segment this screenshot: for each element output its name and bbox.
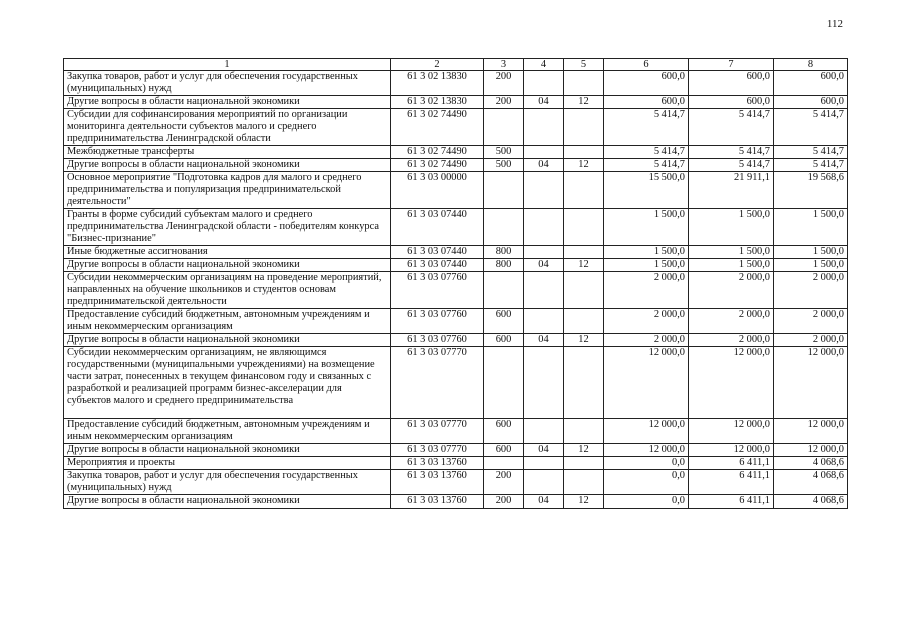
section-cell — [524, 146, 564, 159]
subsection-cell: 12 — [564, 259, 604, 272]
target-code-cell: 61 3 03 07440 — [391, 259, 484, 272]
section-cell — [524, 309, 564, 334]
target-code-cell: 61 3 03 07760 — [391, 309, 484, 334]
section-cell — [524, 172, 564, 209]
amount-col8-cell: 4 068,6 — [774, 457, 848, 470]
expense-type-cell: 800 — [484, 246, 524, 259]
row-name-cell: Закупка товаров, работ и услуг для обеспечения государственных (муниципальных) нужд — [64, 71, 391, 96]
amount-col7-cell: 5 414,7 — [689, 159, 774, 172]
target-code-cell: 61 3 03 07440 — [391, 246, 484, 259]
table-row — [64, 272, 848, 309]
row-name-cell: Межбюджетные трансферты — [64, 146, 391, 159]
row-name-cell: Другие вопросы в области национальной экономики — [64, 444, 391, 457]
expense-type-cell: 200 — [484, 470, 524, 495]
amount-col8-cell: 600,0 — [774, 71, 848, 96]
amount-col6-cell: 2 000,0 — [604, 334, 689, 347]
amount-col8-cell: 1 500,0 — [774, 259, 848, 272]
amount-col8-cell: 2 000,0 — [774, 272, 848, 309]
amount-col7-cell: 6 411,1 — [689, 470, 774, 495]
row-name-cell: Субсидии для софинансирования мероприятий по организации мониторинга деятельности субъектов малого и среднего предпринимательства Ленинградской области — [64, 109, 391, 146]
subsection-cell — [564, 146, 604, 159]
amount-col7-cell: 12 000,0 — [689, 444, 774, 457]
section-cell — [524, 109, 564, 146]
target-code-cell: 61 3 02 13830 — [391, 96, 484, 109]
amount-col8-cell: 5 414,7 — [774, 159, 848, 172]
table-row — [64, 347, 848, 419]
amount-col7-cell: 1 500,0 — [689, 259, 774, 272]
row-name-cell: Другие вопросы в области национальной экономики — [64, 259, 391, 272]
expense-type-cell: 200 — [484, 495, 524, 509]
subsection-cell — [564, 419, 604, 444]
subsection-cell — [564, 109, 604, 146]
amount-col8-cell: 1 500,0 — [774, 246, 848, 259]
table-row — [64, 71, 848, 96]
target-code-cell: 61 3 03 13760 — [391, 470, 484, 495]
subsection-cell — [564, 457, 604, 470]
subsection-cell: 12 — [564, 96, 604, 109]
amount-col8-cell: 2 000,0 — [774, 309, 848, 334]
amount-col6-cell: 0,0 — [604, 457, 689, 470]
amount-col6-cell: 5 414,7 — [604, 159, 689, 172]
section-cell: 04 — [524, 444, 564, 457]
target-code-cell: 61 3 03 13760 — [391, 457, 484, 470]
expense-type-cell: 500 — [484, 146, 524, 159]
subsection-cell — [564, 309, 604, 334]
amount-col8-cell: 12 000,0 — [774, 347, 848, 419]
subsection-cell — [564, 172, 604, 209]
amount-col6-cell: 2 000,0 — [604, 272, 689, 309]
expense-type-cell: 500 — [484, 159, 524, 172]
column-header: 7 — [689, 59, 774, 71]
subsection-cell — [564, 347, 604, 419]
row-name-cell: Другие вопросы в области национальной экономики — [64, 495, 391, 509]
amount-col8-cell: 600,0 — [774, 96, 848, 109]
column-header-row — [64, 59, 848, 71]
target-code-cell: 61 3 02 13830 — [391, 71, 484, 96]
row-name-cell: Предоставление субсидий бюджетным, автономным учреждениям и иным некоммерческим организациям — [64, 309, 391, 334]
expense-type-cell: 800 — [484, 259, 524, 272]
amount-col8-cell: 12 000,0 — [774, 444, 848, 457]
row-name-cell: Другие вопросы в области национальной экономики — [64, 334, 391, 347]
amount-col8-cell: 5 414,7 — [774, 109, 848, 146]
amount-col6-cell: 5 414,7 — [604, 146, 689, 159]
subsection-cell — [564, 209, 604, 246]
row-name-cell: Закупка товаров, работ и услуг для обеспечения государственных (муниципальных) нужд — [64, 470, 391, 495]
section-cell — [524, 209, 564, 246]
table-row — [64, 109, 848, 146]
expense-type-cell — [484, 272, 524, 309]
expense-type-cell — [484, 109, 524, 146]
expense-type-cell — [484, 457, 524, 470]
row-name-cell: Другие вопросы в области национальной экономики — [64, 159, 391, 172]
expense-type-cell: 600 — [484, 309, 524, 334]
table-row — [64, 457, 848, 470]
section-cell: 04 — [524, 334, 564, 347]
target-code-cell: 61 3 02 74490 — [391, 146, 484, 159]
expense-type-cell: 200 — [484, 96, 524, 109]
expense-type-cell: 600 — [484, 419, 524, 444]
target-code-cell: 61 3 02 74490 — [391, 159, 484, 172]
amount-col7-cell: 1 500,0 — [689, 209, 774, 246]
table-row — [64, 470, 848, 495]
amount-col7-cell: 5 414,7 — [689, 109, 774, 146]
section-cell: 04 — [524, 495, 564, 509]
amount-col6-cell: 12 000,0 — [604, 419, 689, 444]
amount-col6-cell: 1 500,0 — [604, 209, 689, 246]
target-code-cell: 61 3 03 07770 — [391, 444, 484, 457]
table-row — [64, 495, 848, 509]
subsection-cell: 12 — [564, 159, 604, 172]
section-cell: 04 — [524, 259, 564, 272]
target-code-cell: 61 3 02 74490 — [391, 109, 484, 146]
amount-col8-cell: 2 000,0 — [774, 334, 848, 347]
subsection-cell — [564, 470, 604, 495]
amount-col6-cell: 15 500,0 — [604, 172, 689, 209]
expense-type-cell — [484, 347, 524, 419]
row-name-cell: Субсидии некоммерческим организациям, не являющимся государственными (муниципальными учреждениями) на возмещение части затрат, понесенных в текущем финансовом году и связанных с разработкой и реализацией программ бизнес-акселерации для субъектов малого и среднего предпринимательства — [64, 347, 391, 419]
amount-col7-cell: 2 000,0 — [689, 309, 774, 334]
expense-type-cell — [484, 172, 524, 209]
target-code-cell: 61 3 03 07760 — [391, 334, 484, 347]
section-cell — [524, 347, 564, 419]
row-name-cell: Основное мероприятие "Подготовка кадров для малого и среднего предпринимательства и популяризация предпринимательской деятельности" — [64, 172, 391, 209]
row-name-cell: Мероприятия и проекты — [64, 457, 391, 470]
column-header: 5 — [564, 59, 604, 71]
amount-col7-cell: 5 414,7 — [689, 146, 774, 159]
table-row — [64, 419, 848, 444]
section-cell — [524, 71, 564, 96]
amount-col8-cell: 1 500,0 — [774, 209, 848, 246]
amount-col8-cell: 12 000,0 — [774, 419, 848, 444]
column-header: 8 — [774, 59, 848, 71]
subsection-cell: 12 — [564, 334, 604, 347]
subsection-cell: 12 — [564, 495, 604, 509]
expense-type-cell: 600 — [484, 444, 524, 457]
table-row — [64, 96, 848, 109]
table-row — [64, 246, 848, 259]
amount-col6-cell: 600,0 — [604, 71, 689, 96]
column-header: 3 — [484, 59, 524, 71]
target-code-cell: 61 3 03 00000 — [391, 172, 484, 209]
amount-col6-cell: 600,0 — [604, 96, 689, 109]
section-cell — [524, 470, 564, 495]
section-cell — [524, 272, 564, 309]
subsection-cell: 12 — [564, 444, 604, 457]
amount-col6-cell: 5 414,7 — [604, 109, 689, 146]
row-name-cell: Гранты в форме субсидий субъектам малого и среднего предпринимательства Ленинградской области - победителям конкурса "Бизнес-признание" — [64, 209, 391, 246]
table-row — [64, 159, 848, 172]
expense-type-cell: 200 — [484, 71, 524, 96]
section-cell — [524, 457, 564, 470]
table-row — [64, 259, 848, 272]
section-cell — [524, 246, 564, 259]
amount-col7-cell: 1 500,0 — [689, 246, 774, 259]
subsection-cell — [564, 246, 604, 259]
page-number: 112 — [826, 18, 843, 30]
amount-col7-cell: 6 411,1 — [689, 457, 774, 470]
table-row — [64, 146, 848, 159]
row-name-cell: Другие вопросы в области национальной экономики — [64, 96, 391, 109]
amount-col7-cell: 600,0 — [689, 96, 774, 109]
row-name-cell: Предоставление субсидий бюджетным, автономным учреждениям и иным некоммерческим организациям — [64, 419, 391, 444]
target-code-cell: 61 3 03 13760 — [391, 495, 484, 509]
target-code-cell: 61 3 03 07770 — [391, 347, 484, 419]
table-row — [64, 209, 848, 246]
amount-col6-cell: 0,0 — [604, 495, 689, 509]
budget-table — [63, 58, 848, 509]
expense-type-cell — [484, 209, 524, 246]
row-name-cell: Субсидии некоммерческим организациям на проведение мероприятий, направленных на обучение школьников и студентов основам предпринимательской деятельности — [64, 272, 391, 309]
amount-col7-cell: 600,0 — [689, 71, 774, 96]
amount-col7-cell: 6 411,1 — [689, 495, 774, 509]
subsection-cell — [564, 71, 604, 96]
target-code-cell: 61 3 03 07760 — [391, 272, 484, 309]
expense-type-cell: 600 — [484, 334, 524, 347]
subsection-cell — [564, 272, 604, 309]
amount-col6-cell: 12 000,0 — [604, 444, 689, 457]
amount-col6-cell: 2 000,0 — [604, 309, 689, 334]
amount-col7-cell: 2 000,0 — [689, 272, 774, 309]
amount-col6-cell: 1 500,0 — [604, 259, 689, 272]
table-row — [64, 309, 848, 334]
table-row — [64, 172, 848, 209]
amount-col7-cell: 12 000,0 — [689, 419, 774, 444]
amount-col8-cell: 4 068,6 — [774, 495, 848, 509]
amount-col8-cell: 4 068,6 — [774, 470, 848, 495]
column-header: 4 — [524, 59, 564, 71]
target-code-cell: 61 3 03 07440 — [391, 209, 484, 246]
amount-col7-cell: 12 000,0 — [689, 347, 774, 419]
column-header: 6 — [604, 59, 689, 71]
amount-col6-cell: 0,0 — [604, 470, 689, 495]
amount-col6-cell: 12 000,0 — [604, 347, 689, 419]
target-code-cell: 61 3 03 07770 — [391, 419, 484, 444]
amount-col8-cell: 5 414,7 — [774, 146, 848, 159]
table-row — [64, 444, 848, 457]
section-cell: 04 — [524, 159, 564, 172]
amount-col7-cell: 21 911,1 — [689, 172, 774, 209]
row-name-cell: Иные бюджетные ассигнования — [64, 246, 391, 259]
amount-col6-cell: 1 500,0 — [604, 246, 689, 259]
column-header: 1 — [64, 59, 391, 71]
section-cell — [524, 419, 564, 444]
amount-col7-cell: 2 000,0 — [689, 334, 774, 347]
column-header: 2 — [391, 59, 484, 71]
table-row — [64, 334, 848, 347]
amount-col8-cell: 19 568,6 — [774, 172, 848, 209]
section-cell: 04 — [524, 96, 564, 109]
